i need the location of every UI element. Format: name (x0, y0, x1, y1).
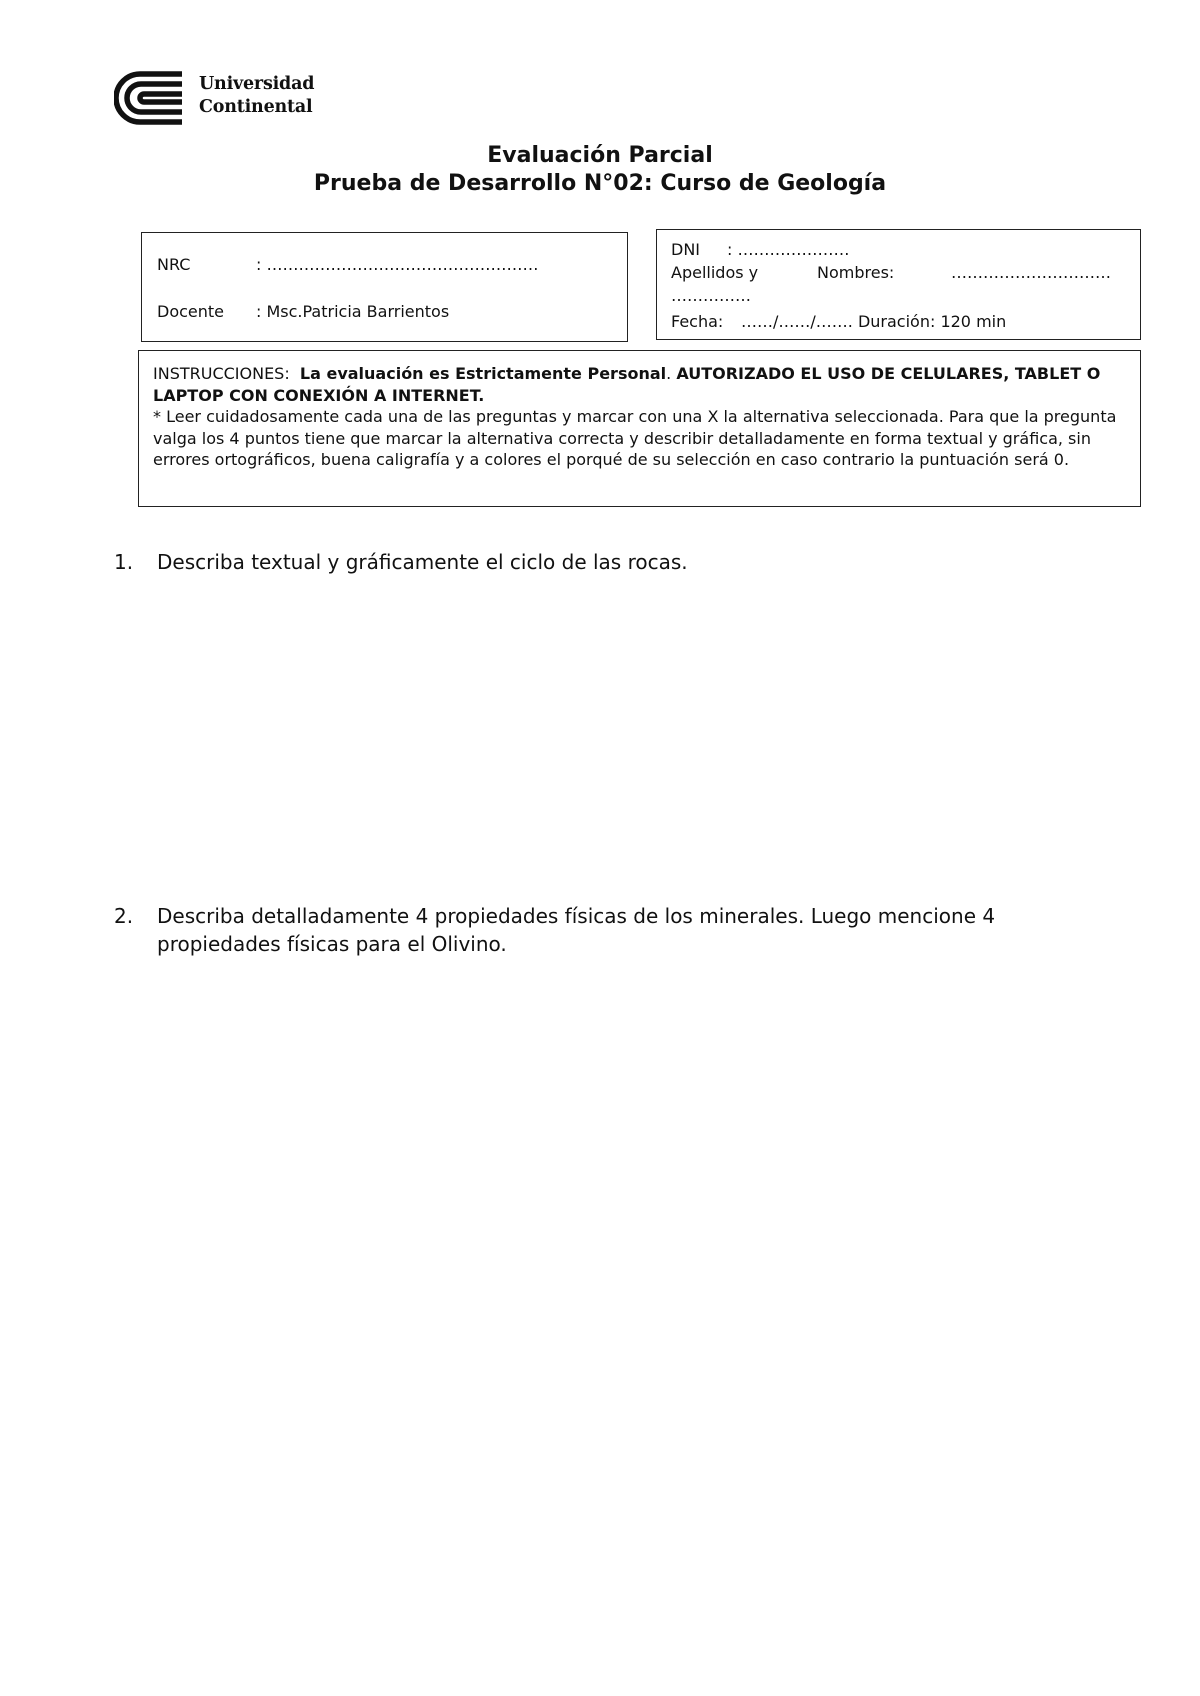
apellidos-label: Apellidos y (671, 263, 759, 282)
nrc-label: NRC (157, 255, 191, 274)
student-info-box (656, 229, 1141, 340)
instructions-authorized: AUTORIZADO EL USO DE CELULARES, TABLET O LAPTOP CON CONEXIÓN A INTERNET. (153, 364, 1101, 405)
question-1-text: Describa textual y gráficamente el ciclo de las rocas. (157, 550, 688, 574)
logo-wordmark (199, 73, 314, 119)
dni-value: : ………………… (727, 240, 850, 259)
dni-label: DNI (671, 240, 701, 259)
instructions-personal: La evaluación es Estrictamente Personal (299, 364, 667, 383)
university-c-logo-icon (114, 70, 190, 126)
nombres-label: Nombres: (817, 263, 895, 282)
exam-title: Evaluación Parcial (487, 143, 713, 168)
university-logo (114, 70, 314, 126)
question-2-text: Describa detalladamente 4 propiedades físicas de los minerales. Luego mencione 4 propiedades físicas para el Olivino. (157, 904, 996, 956)
question-2-number: 2. (114, 904, 134, 928)
question-1-number: 1. (114, 550, 134, 574)
instructions-label: INSTRUCCIONES: (153, 364, 290, 383)
course-info-box (141, 232, 628, 342)
nombres-continuation: …………… (671, 286, 751, 305)
instructions-text: INSTRUCCIONES: La evaluación es Estrictamente Personal. AUTORIZADO EL USO DE CELULARES, TABLET O LAPTOP CON CONEXIÓN A INTERNET. * Leer cuidadosamente cada una de las preguntas y marcar con una X la alternativa seleccionada. Para que la pregunta valga los 4 puntos tiene que marcar la alternativa correcta y describir detalladamente en forma textual y gráfica, sin errores ortográficos, buena caligrafía y a colores el porqué de su selección en caso contrario la puntuación será 0. (153, 363, 1123, 471)
logo-line-2: Continental (199, 97, 313, 117)
logo-line-1: Universidad (199, 74, 315, 94)
instructions-box (138, 350, 1141, 507)
docente-label: Docente (157, 302, 225, 321)
fecha-value: ……/……/……. Duración: 120 min (741, 312, 1007, 331)
fecha-label: Fecha: (671, 312, 724, 331)
docente-value: : Msc.Patricia Barrientos (256, 302, 450, 321)
exam-subtitle: Prueba de Desarrollo N°02: Curso de Geología (313, 171, 887, 196)
nrc-value: : …………………………………………… (256, 255, 539, 274)
nombres-value: ………………………… (951, 263, 1111, 282)
instructions-body: * Leer cuidadosamente cada una de las preguntas y marcar con una X la alternativa seleccionada. Para que la pregunta valga los 4 puntos tiene que marcar la alternativa correcta y describir detalladamente en forma textual y gráfica, sin errores ortográficos, buena caligrafía y a colores el porqué de su selección en caso contrario la puntuación será 0. (153, 407, 1117, 469)
